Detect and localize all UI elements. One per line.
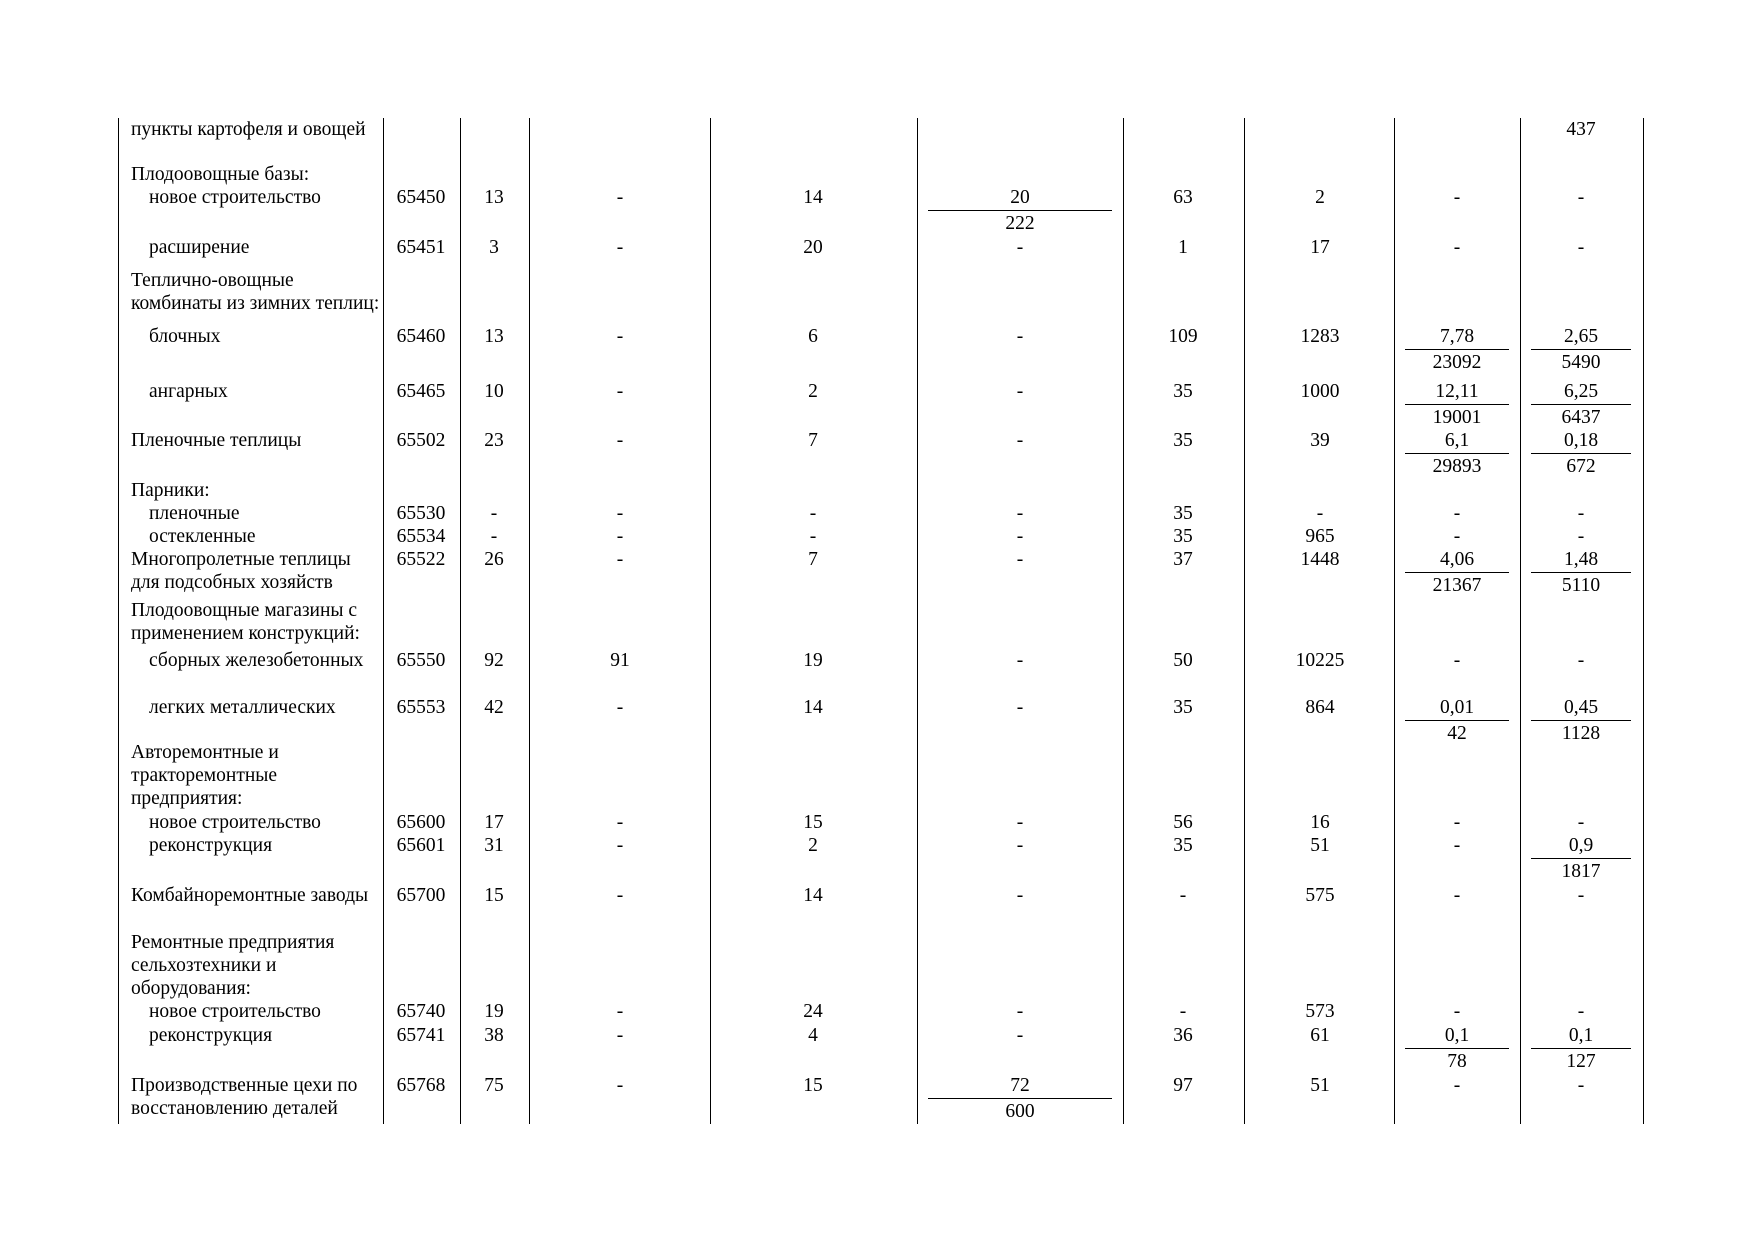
fraction-numerator: 0,1 <box>1531 1024 1631 1049</box>
table-cell: 16 <box>1310 812 1330 833</box>
fraction-denominator: 1128 <box>1561 723 1601 744</box>
table-cell: 965 <box>1305 526 1335 547</box>
table-cell: - <box>1577 503 1585 524</box>
fraction-denominator: 1817 <box>1561 861 1601 882</box>
table-cell: 26 <box>484 549 504 570</box>
table-cell: 65460 <box>396 326 446 347</box>
fraction-denominator: 6437 <box>1561 407 1601 428</box>
table-cell: - <box>616 885 624 906</box>
table-cell: 14 <box>803 885 823 906</box>
column-divider <box>1394 118 1395 1124</box>
row-label: Ремонтные предприятия сельхозтехники и оборудования: <box>131 932 335 999</box>
table-cell: 35 <box>1173 835 1193 856</box>
table-cell: 1000 <box>1300 381 1340 402</box>
row-label: Многопролетные теплицы для подсобных хозяйств <box>131 549 351 593</box>
table-cell: - <box>616 326 624 347</box>
fraction-cell <box>1405 1024 1509 1073</box>
table-cell: 75 <box>484 1075 504 1096</box>
fraction-numerator: 0,18 <box>1531 429 1631 454</box>
table-cell: 65741 <box>396 1025 446 1046</box>
table-cell: 65740 <box>396 1001 446 1022</box>
row-label: Парники: <box>131 480 210 501</box>
table-cell: - <box>1453 187 1461 208</box>
fraction-cell <box>1405 429 1509 478</box>
table-cell: 14 <box>803 697 823 718</box>
table-cell: - <box>1179 885 1187 906</box>
table-cell: 864 <box>1305 697 1335 718</box>
table-cell: - <box>1453 812 1461 833</box>
table-cell: - <box>616 526 624 547</box>
table-cell: - <box>1577 650 1585 671</box>
table-cell: - <box>616 1025 624 1046</box>
table-cell: - <box>809 503 817 524</box>
row-label: реконструкция <box>149 835 273 856</box>
column-divider <box>1520 118 1521 1124</box>
fraction-cell <box>1405 380 1509 429</box>
fraction-denominator: 600 <box>1005 1101 1035 1122</box>
fraction-numerator: 12,11 <box>1405 380 1509 405</box>
table-cell: - <box>616 187 624 208</box>
table-cell: - <box>1453 650 1461 671</box>
table-cell: 17 <box>484 812 504 833</box>
table-cell: 10 <box>484 381 504 402</box>
table-cell: 97 <box>1173 1075 1193 1096</box>
row-label: расширение <box>149 237 250 258</box>
fraction-numerator: 0,01 <box>1405 696 1509 721</box>
table-cell: 92 <box>484 650 504 671</box>
table-cell: - <box>616 1001 624 1022</box>
table-cell: - <box>1016 812 1024 833</box>
fraction-denominator: 23092 <box>1432 352 1482 373</box>
table-cell: 6 <box>808 326 818 347</box>
table-cell: 65550 <box>396 650 446 671</box>
row-label: остекленные <box>149 526 256 547</box>
table-cell: - <box>1453 885 1461 906</box>
table-cell: 42 <box>484 697 504 718</box>
column-divider <box>529 118 530 1124</box>
table-cell: - <box>1577 526 1585 547</box>
row-label: ангарных <box>149 381 228 402</box>
table-cell: 2 <box>808 835 818 856</box>
table-cell: 24 <box>803 1001 823 1022</box>
table-cell: 65553 <box>396 697 446 718</box>
fraction-denominator: 5110 <box>1561 575 1601 596</box>
table-cell: - <box>616 381 624 402</box>
column-divider <box>1123 118 1124 1124</box>
table-cell: 1448 <box>1300 549 1340 570</box>
fraction-numerator: 20 <box>928 186 1112 211</box>
row-label: легких металлических <box>149 697 336 718</box>
table-cell: - <box>1577 885 1585 906</box>
table-cell: 65601 <box>396 835 446 856</box>
table-cell: 35 <box>1173 430 1193 451</box>
fraction-numerator: 0,1 <box>1405 1024 1509 1049</box>
row-label: Авторемонтные и тракторемонтные предприятия: <box>131 742 279 809</box>
fraction-cell <box>1531 429 1631 478</box>
table-cell: 35 <box>1173 503 1193 524</box>
table-cell: - <box>616 237 624 258</box>
table-cell: - <box>490 526 498 547</box>
fraction-cell <box>1531 325 1631 374</box>
table-cell: - <box>616 430 624 451</box>
table-cell: 20 <box>803 237 823 258</box>
table-cell: - <box>1453 237 1461 258</box>
fraction-denominator: 29893 <box>1432 456 1482 477</box>
table-cell: - <box>1016 381 1024 402</box>
table-cell: - <box>1016 650 1024 671</box>
column-divider <box>1643 118 1644 1124</box>
table-cell: 63 <box>1173 187 1193 208</box>
table-cell: 575 <box>1305 885 1335 906</box>
table-cell: - <box>1016 1025 1024 1046</box>
table-cell: - <box>616 1075 624 1096</box>
table-cell: - <box>1453 526 1461 547</box>
table-cell: 65450 <box>396 187 446 208</box>
row-label: Плодоовощные магазины с применением конструкций: <box>131 600 360 644</box>
table-cell: - <box>616 835 624 856</box>
table-cell: - <box>1016 237 1024 258</box>
table-cell: 7 <box>808 549 818 570</box>
table-cell: 14 <box>803 187 823 208</box>
row-label: Производственные цехи по восстановлению деталей <box>131 1075 358 1119</box>
fraction-cell <box>1405 325 1509 374</box>
fraction-cell <box>928 186 1112 235</box>
table-cell: 51 <box>1310 1075 1330 1096</box>
table-cell: 51 <box>1310 835 1330 856</box>
table-cell: 65600 <box>396 812 446 833</box>
table-cell: 50 <box>1173 650 1193 671</box>
table-cell: - <box>1577 237 1585 258</box>
table-cell: 65522 <box>396 549 446 570</box>
table-cell: - <box>616 549 624 570</box>
fraction-denominator: 672 <box>1566 456 1596 477</box>
table-cell: 91 <box>610 650 630 671</box>
fraction-cell <box>1405 548 1509 597</box>
table-cell: - <box>1453 1001 1461 1022</box>
fraction-numerator: 0,45 <box>1531 696 1631 721</box>
table-cell: - <box>616 697 624 718</box>
column-divider <box>460 118 461 1124</box>
table-cell: - <box>1453 1075 1461 1096</box>
table-cell: 35 <box>1173 381 1193 402</box>
row-label: пункты картофеля и овощей <box>131 119 366 140</box>
row-label: блочных <box>149 326 221 347</box>
table-cell: - <box>1016 526 1024 547</box>
fraction-numerator: 0,9 <box>1531 834 1631 859</box>
fraction-denominator: 5490 <box>1561 352 1601 373</box>
column-divider <box>383 118 384 1124</box>
table-cell: 65530 <box>396 503 446 524</box>
table-cell: 35 <box>1173 526 1193 547</box>
table-cell: - <box>1453 503 1461 524</box>
row-label: новое строительство <box>149 1001 321 1022</box>
table-cell: 1283 <box>1300 326 1340 347</box>
table-cell: - <box>1016 430 1024 451</box>
table-cell: 65768 <box>396 1075 446 1096</box>
table-cell: - <box>1016 326 1024 347</box>
fraction-numerator: 1,48 <box>1531 548 1631 573</box>
row-label: пленочные <box>149 503 240 524</box>
table-cell: - <box>1316 503 1324 524</box>
table-cell: 56 <box>1173 812 1193 833</box>
table-cell: - <box>1016 835 1024 856</box>
table-cell: 3 <box>489 237 499 258</box>
table-cell: 38 <box>484 1025 504 1046</box>
fraction-cell <box>1405 696 1509 745</box>
column-divider <box>118 118 119 1124</box>
fraction-denominator: 21367 <box>1432 575 1482 596</box>
row-label: Теплично-овощные комбинаты из зимних теплиц: <box>131 270 380 314</box>
table-cell: - <box>1577 1001 1585 1022</box>
row-label: Плодоовощные базы: <box>131 164 310 185</box>
table-cell: 65465 <box>396 381 446 402</box>
table-cell: 7 <box>808 430 818 451</box>
table-cell: - <box>1179 1001 1187 1022</box>
table-cell: 4 <box>808 1025 818 1046</box>
table-cell: 65534 <box>396 526 446 547</box>
table-cell: 19 <box>803 650 823 671</box>
table-cell: 13 <box>484 326 504 347</box>
fraction-cell <box>1531 1024 1631 1073</box>
fraction-cell <box>1531 548 1631 597</box>
table-cell: 109 <box>1168 326 1198 347</box>
fraction-denominator: 42 <box>1447 723 1467 744</box>
table-cell: 37 <box>1173 549 1193 570</box>
table-cell: - <box>1577 187 1585 208</box>
table-cell: - <box>1016 503 1024 524</box>
table-cell: - <box>1016 885 1024 906</box>
table-cell: - <box>809 526 817 547</box>
table-cell: - <box>1016 697 1024 718</box>
fraction-denominator: 78 <box>1447 1051 1467 1072</box>
fraction-cell <box>1531 380 1631 429</box>
table-cell: - <box>1453 835 1461 856</box>
fraction-numerator: 6,1 <box>1405 429 1509 454</box>
table-cell: 15 <box>803 1075 823 1096</box>
table-cell: 23 <box>484 430 504 451</box>
table-cell: - <box>1016 549 1024 570</box>
fraction-cell <box>928 1074 1112 1123</box>
table-cell: 65502 <box>396 430 446 451</box>
table-cell: - <box>1016 1001 1024 1022</box>
table-cell: 437 <box>1566 119 1596 140</box>
table-cell: 17 <box>1310 237 1330 258</box>
fraction-numerator: 4,06 <box>1405 548 1509 573</box>
table-cell: - <box>1577 1075 1585 1096</box>
fraction-denominator: 127 <box>1566 1051 1596 1072</box>
fraction-denominator: 222 <box>1005 213 1035 234</box>
fraction-numerator: 6,25 <box>1531 380 1631 405</box>
table-cell: 573 <box>1305 1001 1335 1022</box>
table-cell: 61 <box>1310 1025 1330 1046</box>
table-cell: 2 <box>1315 187 1325 208</box>
fraction-cell <box>1531 834 1631 883</box>
table-cell: 65451 <box>396 237 446 258</box>
table-cell: - <box>490 503 498 524</box>
table-cell: 39 <box>1310 430 1330 451</box>
row-label: Комбайноремонтные заводы <box>131 885 369 906</box>
table-cell: 2 <box>808 381 818 402</box>
fraction-numerator: 2,65 <box>1531 325 1631 350</box>
fraction-cell <box>1531 696 1631 745</box>
table-cell: 13 <box>484 187 504 208</box>
row-label: реконструкция <box>149 1025 273 1046</box>
column-divider <box>710 118 711 1124</box>
table-cell: 1 <box>1178 237 1188 258</box>
row-label: новое строительство <box>149 812 321 833</box>
row-label: новое строительство <box>149 187 321 208</box>
fraction-numerator: 72 <box>928 1074 1112 1099</box>
table-cell: 15 <box>484 885 504 906</box>
table-cell: 65700 <box>396 885 446 906</box>
table-cell: 19 <box>484 1001 504 1022</box>
fraction-denominator: 19001 <box>1432 407 1482 428</box>
column-divider <box>917 118 918 1124</box>
column-divider <box>1244 118 1245 1124</box>
table-cell: - <box>616 503 624 524</box>
table-cell: 35 <box>1173 697 1193 718</box>
row-label: сборных железобетонных <box>149 650 364 671</box>
table-cell: 10225 <box>1295 650 1345 671</box>
table-cell: 15 <box>803 812 823 833</box>
table-cell: 31 <box>484 835 504 856</box>
table-cell: 36 <box>1173 1025 1193 1046</box>
row-label: Пленочные теплицы <box>131 430 302 451</box>
table-cell: - <box>616 812 624 833</box>
table-cell: - <box>1577 812 1585 833</box>
fraction-numerator: 7,78 <box>1405 325 1509 350</box>
